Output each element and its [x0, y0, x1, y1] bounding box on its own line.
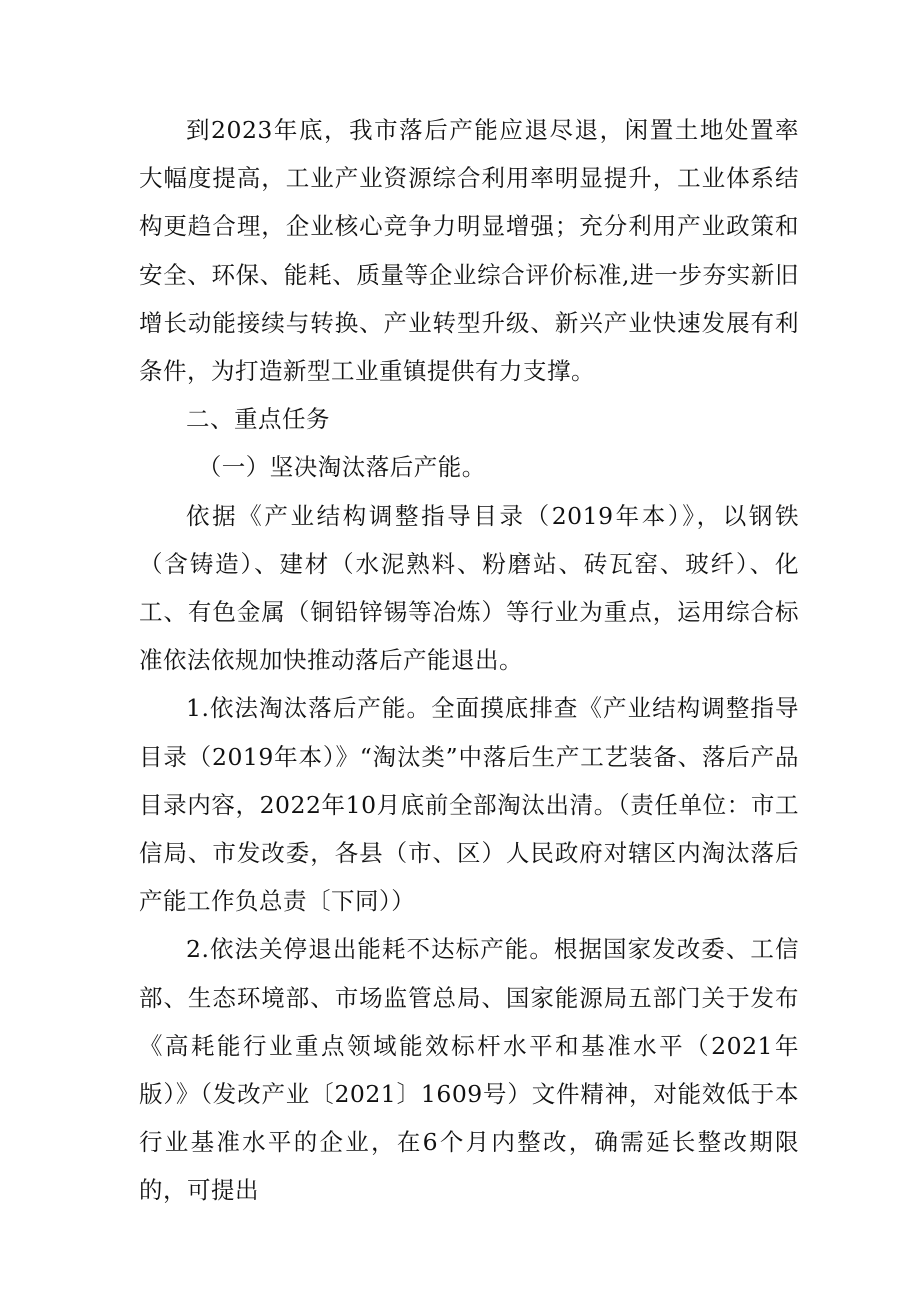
subsection-heading-eliminate-backward-capacity: （一）坚决淘汰落后产能。 [197, 453, 486, 482]
document-body [139, 106, 799, 1215]
section-heading-key-tasks: 二、重点任务 [186, 405, 330, 434]
paragraph-item-1-eliminate-by-law: 1.依法淘汰落后产能。全面摸底排查《产业结构调整指导目录（2019年本）》“淘汰类”中落后生产工艺装备、落后产品目录内容，2022年10月底前全部淘汰出清。（责任单位：市工信局、市发改委，各县（市、区）人民政府对辖区内淘汰落后产能工作负总责〔下同）） [139, 694, 799, 916]
paragraph-basis-catalogue: 依据《产业结构调整指导目录（2019年本）》，以钢铁（含铸造）、建材（水泥熟料、粉磨站、砖瓦窑、玻纤）、化工、有色金属（铜铅锌锡等冶炼）等行业为重点，运用综合标准依法依规加快推动落后产能退出。 [139, 501, 799, 675]
paragraph-targets-2023: 到2023年底，我市落后产能应退尽退，闲置土地处置率大幅度提高，工业产业资源综合利用率明显提升，工业体系结构更趋合理，企业核心竞争力明显增强；充分利用产业政策和安全、环保、能耗、质量等企业综合评价标准,进一步夯实新旧增长动能接续与转换、产业转型升级、新兴产业快速发展有利条件，为打造新型工业重镇提供有力支撑。 [139, 116, 799, 386]
paragraph-item-2-energy-standards: 2.依法关停退出能耗不达标产能。根据国家发改委、工信部、生态环境部、市场监管总局、国家能源局五部门关于发布《高耗能行业重点领域能效标杆水平和基准水平（2021年版）》（发改产业〔2021〕1609号）文件精神，对能效低于本行业基准水平的企业，在6个月内整改，确需延长整改期限的，可提出 [139, 935, 799, 1205]
